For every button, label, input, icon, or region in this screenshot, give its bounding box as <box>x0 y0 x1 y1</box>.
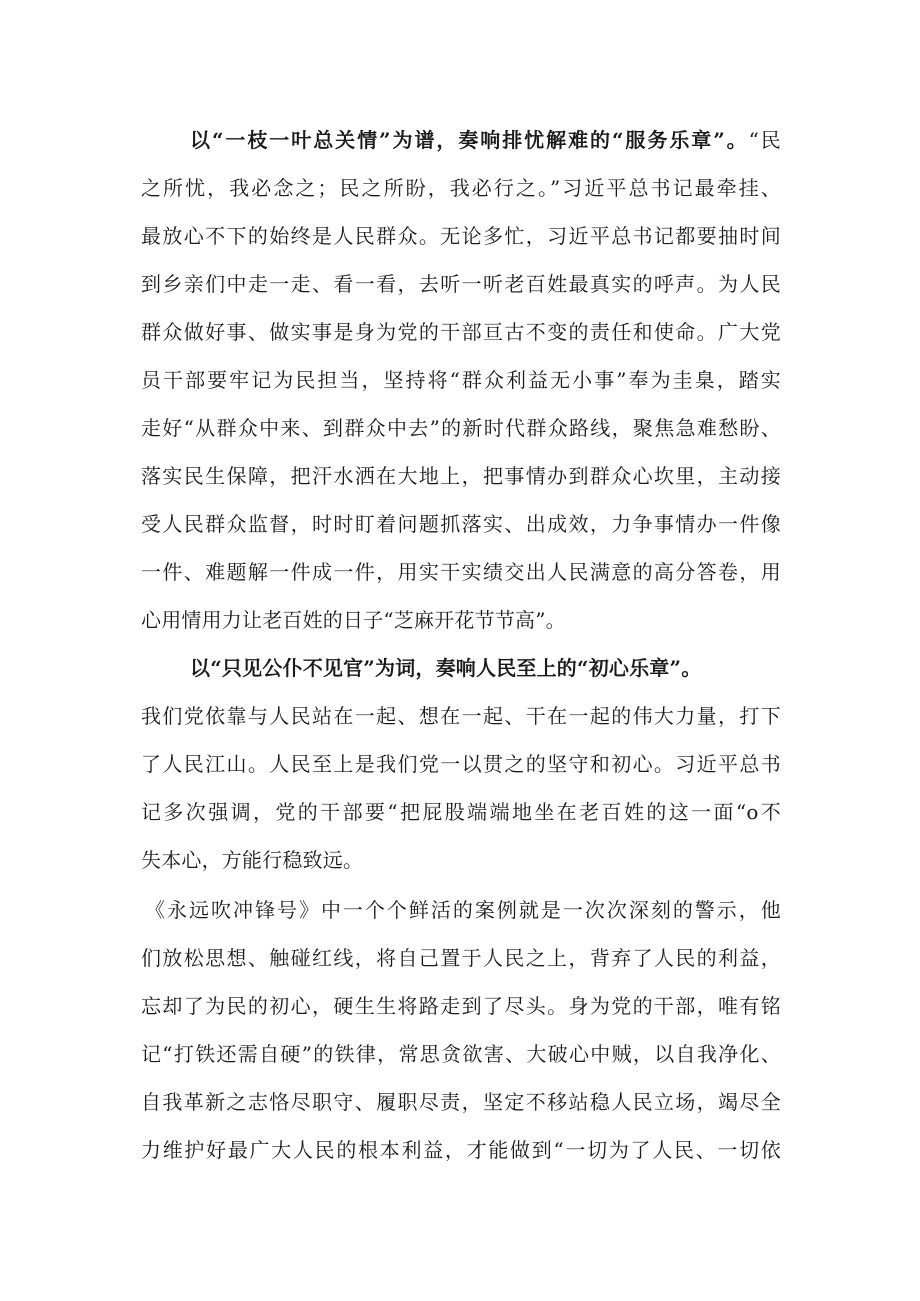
paragraph-3-line-3: 忘却了为民的初心，硬生生将路走到了尽头。身为党的干部，唯有铭 <box>141 994 781 1018</box>
paragraph-3-line-5: 自我革新之志恪尽职守、履职尽责，坚定不移站稳人民立场，竭尽全 <box>141 1090 781 1114</box>
paragraph-2-line-2: 了人民江山。人民至上是我们党一以贯之的坚守和初心。习近平总书 <box>141 752 781 776</box>
paragraph-1-line-3: 最放心不下的始终是人民群众。无论多忙，习近平总书记都要抽时间 <box>141 224 781 248</box>
paragraph-2-line-3: 记多次强调，党的干部要“把屁股端端地坐在老百姓的这一面“o不 <box>141 800 781 824</box>
paragraph-1-line-2: 之所忧，我必念之；民之所盼，我必行之。”习近平总书记最牵挂、 <box>141 176 781 200</box>
paragraph-2-heading: 以“只见公仆不见官”为词，奏响人民至上的“初心乐章”。 <box>190 656 702 680</box>
paragraph-1-line-11: 心用情用力让老百姓的日子“芝麻开花节节高”。 <box>141 608 566 632</box>
paragraph-3-line-6: 力维护好最广大人民的根本利益，才能做到“一切为了人民、一切依 <box>141 1138 781 1162</box>
paragraph-2-line-1: 我们党依靠与人民站在一起、想在一起、干在一起的伟大力量，打下 <box>141 704 781 728</box>
paragraph-3-line-4: 记“打铁还需自硬”的铁律，常思贪欲害、大破心中贼，以自我净化、 <box>141 1042 781 1066</box>
paragraph-1-text: “民 <box>748 128 781 152</box>
paragraph-2-line-4: 失本心，方能行稳致远。 <box>141 848 364 872</box>
paragraph-1-line-9: 受人民群众监督，时时盯着问题抓落实、出成效，力争事情办一件像 <box>141 512 781 536</box>
paragraph-3-line-2: 们放松思想、触碰红线，将自己置于人民之上，背弃了人民的利益， <box>141 946 781 970</box>
paragraph-1-line-7: 走好“从群众中来、到群众中去”的新时代群众路线，聚焦急难愁盼、 <box>141 416 781 440</box>
paragraph-1-line-10: 一件、难题解一件成一件，用实干实绩交出人民满意的高分答卷，用 <box>141 560 781 584</box>
paragraph-1-line-8: 落实民生保障，把汗水洒在大地上，把事情办到群众心坎里，主动接 <box>141 464 781 488</box>
paragraph-1-line-6: 员干部要牢记为民担当，坚持将“群众利益无小事”奉为圭臬，踏实 <box>141 368 781 392</box>
paragraph-3-line-1: 《永远吹冲锋号》中一个个鲜活的案例就是一次次深刻的警示，他 <box>145 898 781 922</box>
paragraph-1-heading: 以“一枝一叶总关情”为谱，奏响排忧解难的“服务乐章”。 <box>190 128 749 152</box>
paragraph-1-line-1 <box>190 122 781 158</box>
paragraph-1-line-4: 到乡亲们中走一走、看一看，去听一听老百姓最真实的呼声。为人民 <box>141 272 781 296</box>
paragraph-1-line-5: 群众做好事、做实事是身为党的干部亘古不变的责任和使命。广大党 <box>141 320 781 344</box>
